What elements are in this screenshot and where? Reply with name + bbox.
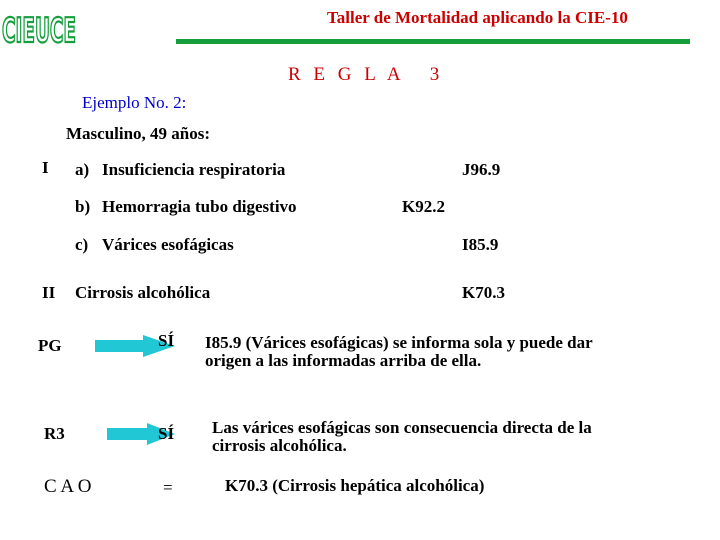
rule-title: R E G L A 3	[288, 64, 444, 85]
cause-c: Várices esofágicas	[102, 235, 234, 254]
cause-letter: b)	[75, 197, 91, 216]
cause-letter: a)	[75, 160, 90, 179]
part2-code: K70.3	[462, 283, 505, 302]
logo-icon	[0, 0, 78, 52]
part2-marker: II	[42, 283, 56, 302]
cause-b: Hemorragia tubo digestivo	[102, 197, 297, 216]
svg-text:CIEUCE: CIEUCE	[2, 11, 76, 51]
patient-description: Masculino, 49 años:	[66, 124, 211, 143]
brand-logo	[0, 0, 78, 52]
header-divider	[176, 39, 690, 44]
part2-cause: Cirrosis alcohólica	[75, 283, 211, 302]
r3-note-line2: cirrosis alcohólica.	[212, 436, 347, 455]
code-a: J96.9	[462, 160, 501, 179]
part1-marker: I	[42, 158, 49, 177]
pg-label: PG	[38, 336, 62, 355]
cause-a: Insuficiencia respiratoria	[102, 160, 286, 179]
header-title: Taller de Mortalidad aplicando la CIE-10	[327, 8, 628, 27]
r3-label: R3	[44, 424, 65, 443]
pg-answer: SÍ	[158, 331, 175, 350]
r3-answer: SÍ	[158, 424, 175, 443]
cao-result: K70.3 (Cirrosis hepática alcohólica)	[225, 476, 485, 495]
example-label: Ejemplo No. 2:	[82, 93, 187, 112]
pg-note-line2: origen a las informadas arriba de ella.	[205, 351, 482, 370]
r3-note-line1: Las várices esofágicas son consecuencia directa de la	[212, 418, 592, 437]
cao-equals: =	[163, 478, 173, 497]
pg-note-line1: I85.9 (Várices esofágicas) se informa sola y puede dar	[205, 333, 593, 352]
code-b: K92.2	[402, 197, 445, 216]
cause-letter: c)	[75, 235, 89, 254]
arrow-right-icon	[107, 423, 187, 445]
code-c: I85.9	[462, 235, 499, 254]
cao-label: C A O	[44, 476, 92, 497]
